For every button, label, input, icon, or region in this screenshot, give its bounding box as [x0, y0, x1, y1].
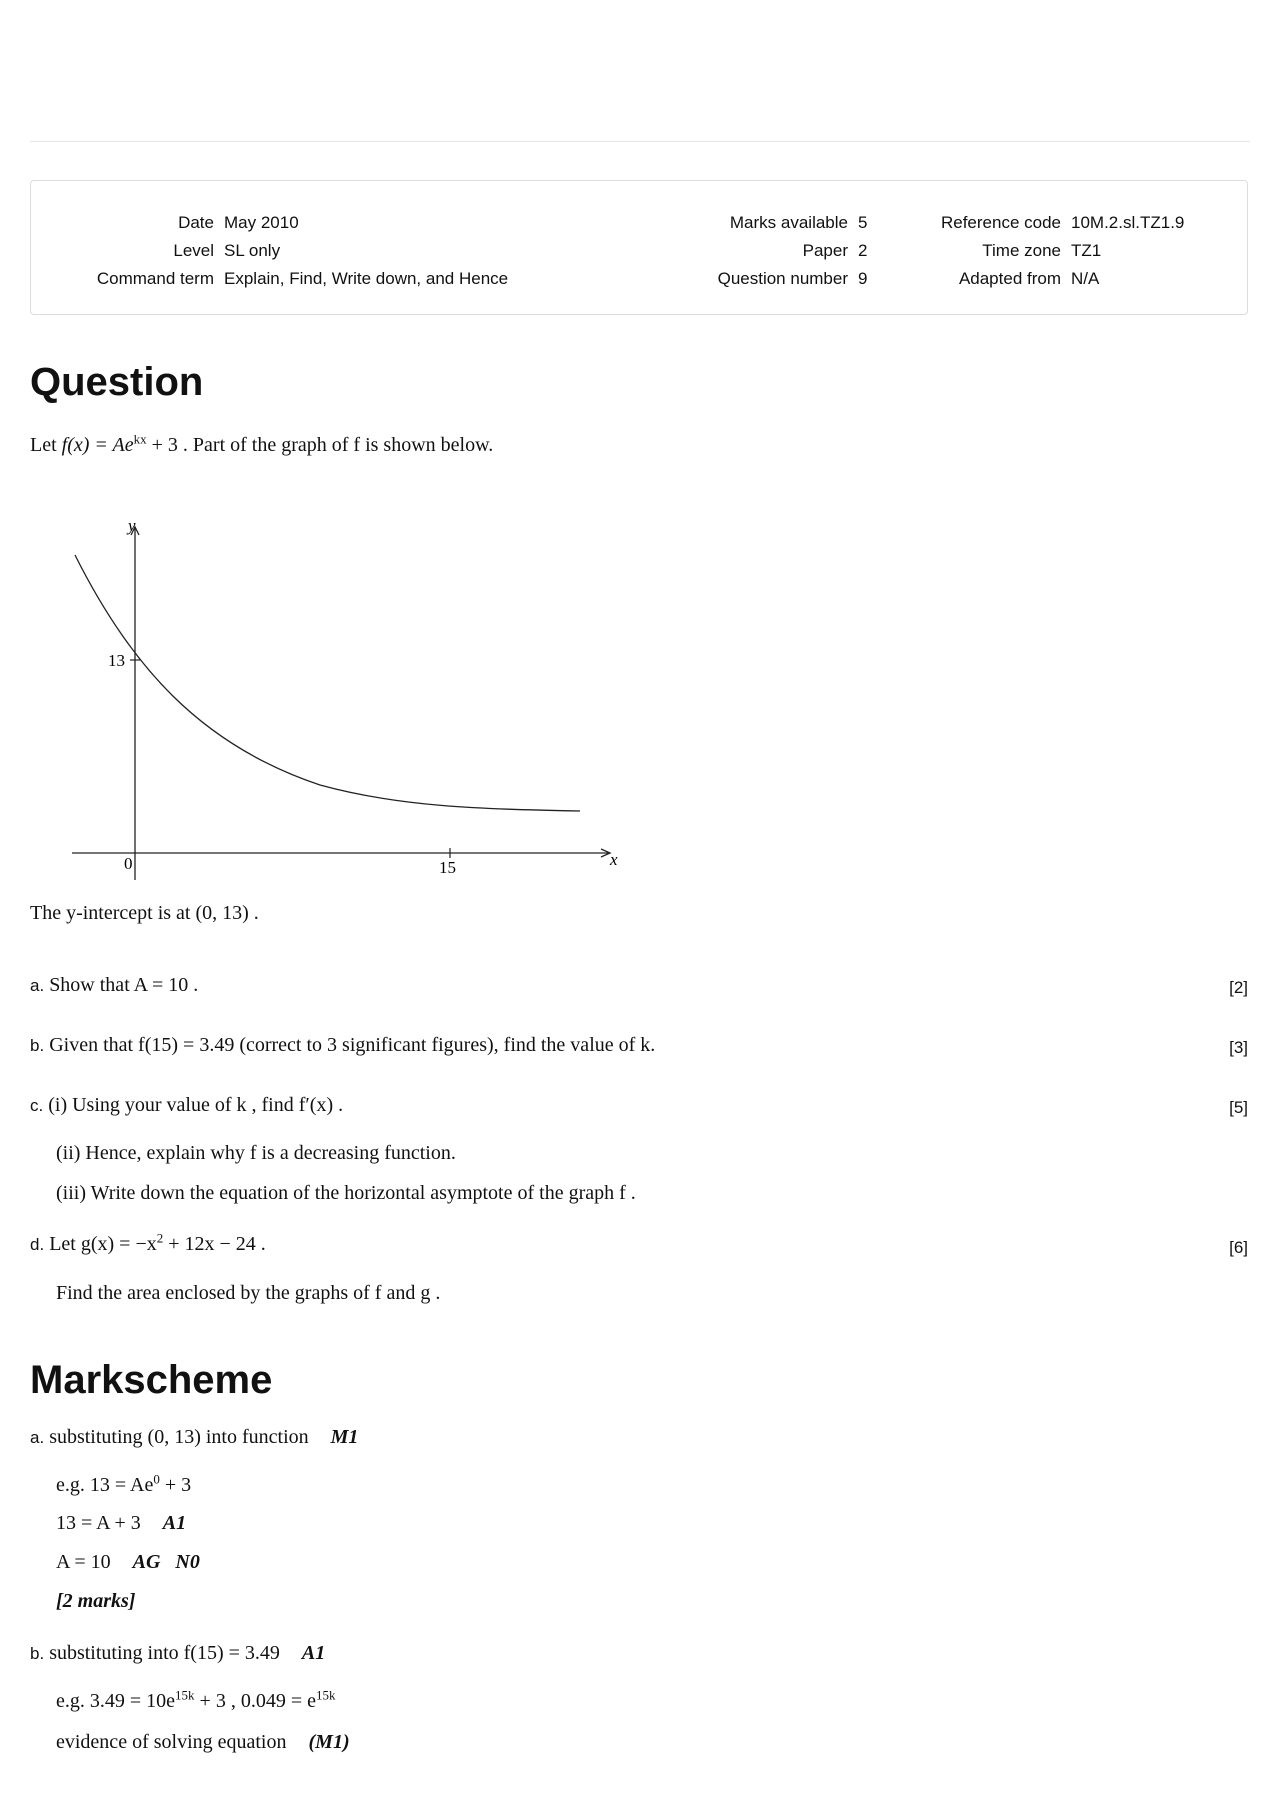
ms-a-label: a.: [30, 1428, 45, 1447]
meta-command-value: Explain, Find, Write down, and Hence: [224, 269, 509, 288]
part-c: [30, 1094, 343, 1117]
meta-ref-label: Reference code: [940, 213, 1061, 232]
ms-b2-text-b: + 3 , 0.049 = e: [199, 1690, 316, 1712]
meta-date-value: May 2010: [224, 213, 299, 232]
part-a-marks: [2]: [1229, 978, 1248, 997]
ms-b1-text: substituting into f(15) = 3.49: [49, 1642, 280, 1664]
part-d: [30, 1230, 266, 1256]
meta-paper-label: Paper: [802, 241, 848, 260]
y-axis-label: y: [128, 516, 136, 535]
part-a-text: Show that A = 10 .: [49, 974, 199, 996]
intercept-text: The y-intercept is at (0, 13) .: [30, 902, 259, 924]
question-heading: Question: [30, 360, 204, 404]
ms-a1-text: substituting (0, 13) into function: [49, 1426, 309, 1448]
part-b-text: Given that f(15) = 3.49 (correct to 3 significant figures), find the value of k.: [49, 1034, 656, 1056]
x-axis-label: x: [610, 850, 618, 869]
ms-a2-text-a: e.g. 13 = Ae: [56, 1474, 154, 1496]
ms-b1-mark: A1: [301, 1642, 326, 1664]
part-d-exponent: 2: [156, 1230, 164, 1246]
ms-a4-text: A = 10: [56, 1551, 111, 1573]
question-meta-panel: [30, 180, 1248, 315]
meta-column-1: [31, 209, 508, 293]
ms-a4-mark: AG N0: [132, 1551, 200, 1573]
ms-a-line4: [56, 1551, 200, 1574]
ms-a-total: [2 marks]: [56, 1590, 136, 1612]
ms-b2-text-a: e.g. 3.49 = 10e: [56, 1690, 176, 1712]
origin-label: 0: [124, 854, 133, 873]
ms-b-line3: [56, 1731, 350, 1754]
intro-exponent: kx: [133, 431, 147, 447]
ms-a2-exponent: 0: [153, 1471, 160, 1487]
part-a-label: a.: [30, 976, 45, 995]
x-tick-label: 15: [439, 858, 456, 877]
meta-date-label: Date: [178, 213, 214, 232]
intro-let: Let: [30, 434, 57, 456]
part-b-label: b.: [30, 1036, 45, 1055]
meta-marks-label: Marks available: [729, 213, 848, 232]
ms-a3-text: 13 = A + 3: [56, 1512, 141, 1534]
ms-b-label: b.: [30, 1644, 45, 1663]
part-b-marks: [3]: [1229, 1038, 1248, 1057]
part-d-marks: [6]: [1229, 1238, 1248, 1257]
part-c-ii: (ii) Hence, explain why f is a decreasing function.: [56, 1142, 456, 1164]
ms-a-line3: [56, 1512, 186, 1535]
ms-b3-mark: (M1): [308, 1731, 350, 1753]
ms-b2-exponent-2: 15k: [315, 1687, 336, 1703]
meta-tz-label: Time zone: [982, 241, 1061, 260]
header-divider: [30, 141, 1250, 142]
part-d-text2: Find the area enclosed by the graphs of f and g .: [56, 1282, 441, 1304]
meta-paper-value: 2: [858, 241, 868, 260]
part-d-text-a: Let g(x) = −x: [49, 1233, 157, 1255]
question-intro: [30, 431, 494, 457]
meta-qnum-value: 9: [858, 269, 868, 288]
ms-a1-mark: M1: [330, 1426, 359, 1448]
function-graph: [60, 515, 640, 885]
meta-marks-value: 5: [858, 213, 868, 232]
ms-a-line1: [30, 1426, 358, 1449]
part-c-marks: [5]: [1229, 1098, 1248, 1117]
intro-function: f(x) = Ae: [61, 434, 134, 456]
meta-command-label: Command term: [96, 269, 214, 288]
meta-column-2: [651, 209, 867, 293]
ms-a3-mark: A1: [162, 1512, 187, 1534]
meta-ref-value: 10M.2.sl.TZ1.9: [1071, 213, 1185, 232]
y-mark-label: 13: [108, 651, 125, 670]
meta-level-label: Level: [173, 241, 214, 260]
ms-b-line2: [56, 1687, 336, 1713]
part-c-text: (i) Using your value of k , find f′(x) .: [48, 1094, 344, 1116]
meta-tz-value: TZ1: [1071, 241, 1102, 260]
curve-f: [75, 555, 580, 811]
meta-column-3: [851, 209, 1184, 293]
ms-a2-text-b: + 3: [164, 1474, 192, 1496]
meta-adapted-value: N/A: [1071, 269, 1100, 288]
intro-rest: + 3 . Part of the graph of f is shown below.: [151, 434, 494, 456]
meta-qnum-label: Question number: [717, 269, 848, 288]
part-c-iii: (iii) Write down the equation of the horizontal asymptote of the graph f .: [56, 1182, 636, 1204]
part-b: [30, 1034, 655, 1057]
ms-b-line1: [30, 1642, 325, 1665]
markscheme-heading: Markscheme: [30, 1358, 273, 1402]
part-c-label: c.: [30, 1096, 44, 1115]
part-a: [30, 974, 198, 997]
part-d-label: d.: [30, 1235, 45, 1254]
ms-a-line2: [56, 1471, 192, 1497]
meta-adapted-label: Adapted from: [958, 269, 1061, 288]
part-d-text-b: + 12x − 24 .: [168, 1233, 266, 1255]
ms-b2-exponent-1: 15k: [175, 1687, 195, 1703]
meta-level-value: SL only: [224, 241, 281, 260]
ms-b3-text: evidence of solving equation: [56, 1731, 287, 1753]
